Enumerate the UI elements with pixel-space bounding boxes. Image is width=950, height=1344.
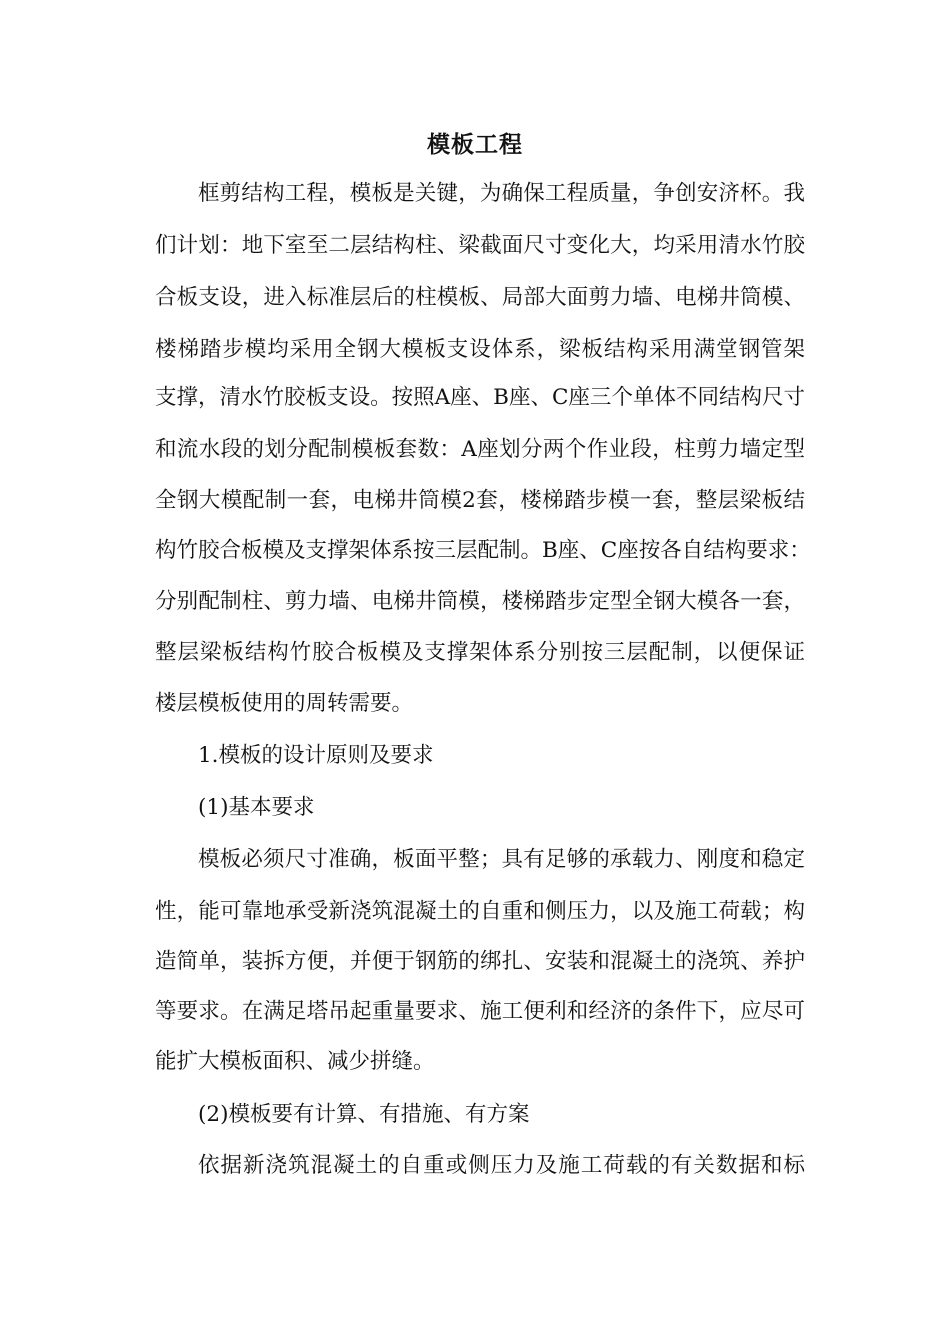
intro-line: 和流水段的划分配制模板套数：A座划分两个作业段，柱剪力墙定型 [155,437,805,462]
paragraph-line: 模板必须尺寸准确，板面平整；具有足够的承载力、刚度和稳定 [198,847,805,872]
intro-line: 支撑，清水竹胶板支设。按照A座、B座、C座三个单体不同结构尺寸 [155,385,805,410]
subsection-heading: (2)模板要有计算、有措施、有方案 [198,1102,530,1127]
paragraph-line: 性，能可靠地承受新浇筑混凝土的自重和侧压力，以及施工荷载；构 [155,899,805,924]
intro-line: 楼梯踏步模均采用全钢大模板支设体系，梁板结构采用满堂钢管架 [155,337,805,362]
paragraph-line: 等要求。在满足塔吊起重量要求、施工便利和经济的条件下，应尽可 [155,999,805,1024]
intro-line: 分别配制柱、剪力墙、电梯井筒模，楼梯踏步定型全钢大模各一套， [155,589,805,614]
paragraph-line: 能扩大模板面积、减少拼缝。 [155,1049,435,1074]
intro-line: 们计划：地下室至二层结构柱、梁截面尺寸变化大，均采用清水竹胶 [155,233,805,258]
document-title: 模板工程 [427,131,523,158]
intro-line: 楼层模板使用的周转需要。 [155,691,414,716]
section-heading: 1.模板的设计原则及要求 [198,743,434,768]
intro-line: 框剪结构工程，模板是关键，为确保工程质量，争创安济杯。我 [198,181,805,206]
paragraph-line: 造简单，装拆方便，并便于钢筋的绑扎、安装和混凝土的浇筑、养护 [155,949,805,974]
paragraph-line: 依据新浇筑混凝土的自重或侧压力及施工荷载的有关数据和标 [198,1153,805,1178]
subsection-heading: (1)基本要求 [198,795,315,820]
intro-line: 整层梁板结构竹胶合板模及支撑架体系分别按三层配制，以便保证 [155,640,805,665]
intro-line: 全钢大模配制一套，电梯井筒模2套，楼梯踏步模一套，整层梁板结 [155,488,805,513]
intro-line: 构竹胶合板模及支撑架体系按三层配制。B座、C座按各自结构要求： [155,538,811,563]
intro-line: 合板支设，进入标准层后的柱模板、局部大面剪力墙、电梯井筒模、 [155,285,805,310]
